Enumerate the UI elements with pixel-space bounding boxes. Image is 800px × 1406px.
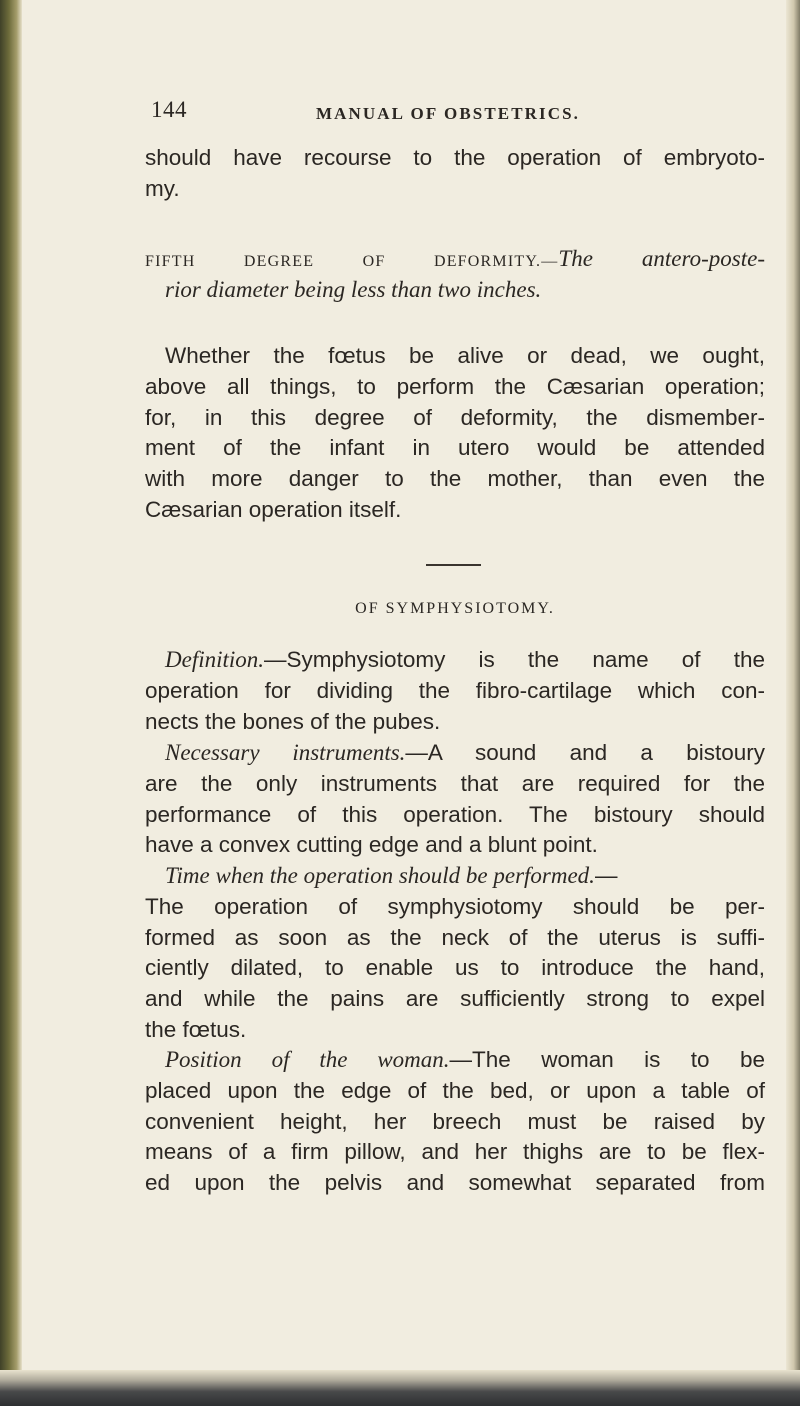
position-text: —The woman is to be [449, 1047, 765, 1072]
text-line [145, 1045, 765, 1076]
time-label: Time when the operation should be performed. [165, 863, 595, 888]
position-label: Position of the woman. [165, 1047, 450, 1072]
text-line: operation for dividing the fibro-cartilage which con- [145, 677, 765, 703]
section-title: OF SYMPHYSIOTOMY. [355, 600, 555, 617]
text-line: should have recourse to the operation of embryoto- [145, 145, 765, 170]
definition-paragraph [145, 645, 765, 737]
page-number: 144 [151, 97, 187, 122]
text-line [145, 861, 765, 892]
text-line: performance of this operation. The bistoury should [145, 801, 765, 827]
text-line: have a convex cutting edge and a blunt point. [145, 832, 598, 858]
instruments-paragraph [145, 738, 765, 861]
fifth-degree-heading [145, 244, 765, 306]
text-line [145, 645, 765, 676]
heading-line [145, 244, 765, 275]
scan-bottom-edge [0, 1370, 800, 1406]
text-line: and while the pains are sufficiently strong to expel [145, 986, 765, 1012]
text-line: means of a firm pillow, and her thighs are to be flex- [145, 1139, 765, 1165]
definition-text: —Symphysiotomy is the name of the [264, 647, 765, 672]
running-head [140, 95, 770, 125]
text-line: ciently dilated, to enable us to introduce the hand, [145, 955, 765, 981]
text-line: The operation of symphysiotomy should be per- [145, 893, 765, 919]
definition-label: Definition. [165, 647, 265, 672]
text-line: Whether the fœtus be alive or dead, we ought, [165, 343, 765, 368]
text-line: are the only instruments that are required for the [145, 770, 765, 796]
instruments-text: —A sound and a bistoury [405, 740, 765, 765]
text-line: my. [145, 175, 180, 201]
book-gutter-edge [0, 0, 22, 1406]
fifth-degree-label: FIFTH DEGREE OF DEFORMITY.— [145, 253, 559, 270]
heading-line [145, 275, 765, 306]
text-line: convenient height, her breech must be raised by [145, 1108, 765, 1134]
text-line: ed upon the pelvis and somewhat separated from [145, 1170, 765, 1196]
text-line: nects the bones of the pubes. [145, 708, 441, 734]
time-text: — [594, 863, 618, 888]
text-line: with more danger to the mother, than even the [145, 466, 765, 492]
page-right-edge [786, 0, 800, 1406]
time-paragraph [145, 861, 765, 1046]
whether-paragraph [145, 341, 765, 526]
text-line: ment of the infant in utero would be attended [145, 435, 765, 461]
text-line: the fœtus. [145, 1016, 247, 1042]
section-divider [426, 564, 481, 566]
text-line: Cæsarian operation itself. [145, 496, 402, 522]
running-title: MANUAL OF OBSTETRICS. [316, 104, 581, 123]
text-line: placed upon the edge of the bed, or upon a table of [145, 1077, 765, 1103]
fifth-degree-italic: The antero-poste- [558, 246, 765, 271]
text-line [145, 738, 765, 769]
text-line: above all things, to perform the Cæsarian operation; [145, 373, 765, 399]
text-line: for, in this degree of deformity, the dismember- [145, 404, 765, 430]
position-paragraph [145, 1045, 765, 1199]
fifth-degree-italic: rior diameter being less than two inches. [165, 276, 542, 302]
instruments-label: Necessary instruments. [165, 740, 406, 765]
text-line: formed as soon as the neck of the uterus is suffi- [145, 924, 765, 950]
opening-paragraph [145, 143, 765, 205]
